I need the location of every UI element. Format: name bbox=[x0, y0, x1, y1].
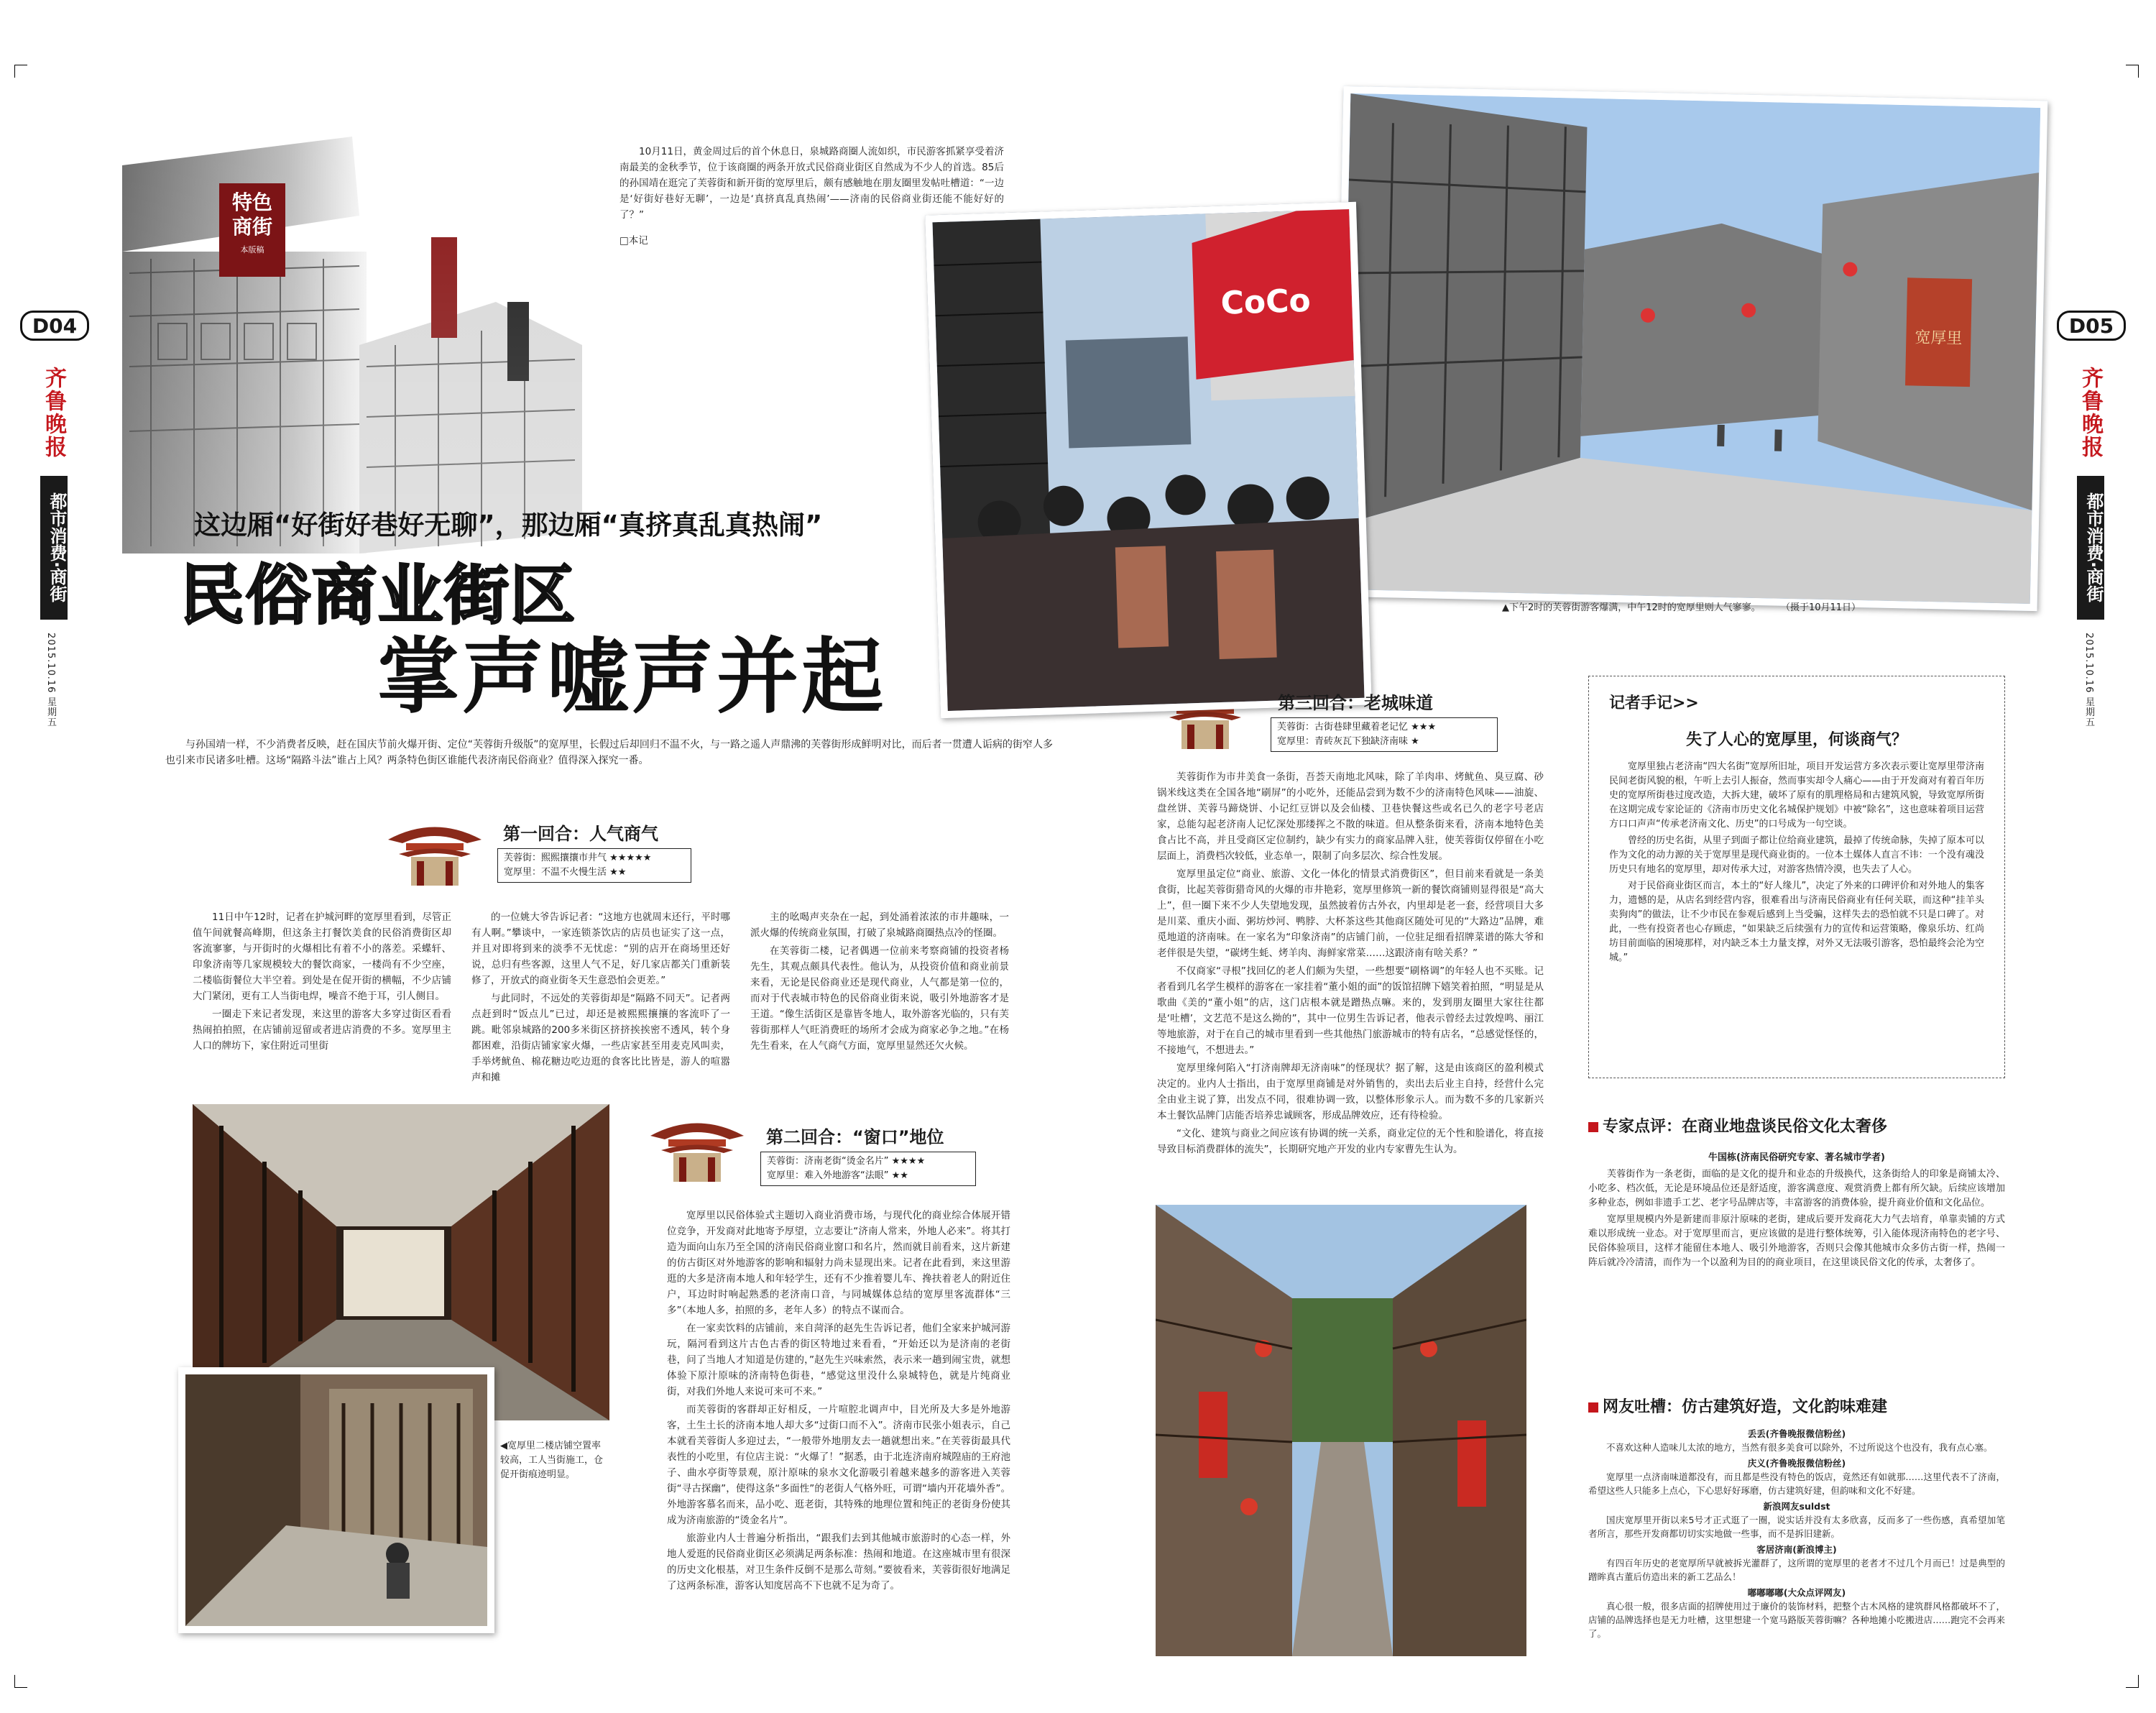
comment-text: 国庆宽厚里开街以来5号才正式逛了一圈，说实话并没有太多欣喜，反而多了一些伤感，真希望加笔者所言，那些开发商都切切实实地做一些事，而不是拆旧建新。 bbox=[1588, 1515, 2005, 1539]
comment-user: 丢丢(齐鲁晚报微信粉丝) bbox=[1747, 1428, 1846, 1439]
paragraph: 而芙蓉街的客群却正好相反，一片喧腔北调声中，目光所及大多是外地游客，土生土长的济南本地人却大多“过街口而不入”。济南市民张小姐表示，自己本就看芙蓉街人多迎过去，“一般带外地朋友去一趟就想出来。”在芙蓉街最具代表性的小吃里，有位店主说：“火爆了！”据悉，由于北连济南府城隍庙的王府池子、曲水亭街等景观，原汁原味的泉水文化游吸引着越来越多的游客进入芙蓉街“寻古探幽”，使得这条“多面性”的老街人气格外旺，可谓“墙内开花墙外香”。外地游客慕名而来，品小吃、逛老街，其特殊的地理位置和纯正的老街身份使其成为济南旅游的“烫金名片”。 bbox=[667, 1404, 1010, 1526]
paragraph: 宽厚里独占老济南“四大名街”宽厚所旧址，项目开发运营方多次表示要让宽厚里带济南民间老街风貌的根，午听上去引人振奋，然而事实却令人痛心——由于开发商对有着百年历史的宽厚所街巷过度改造，大拆大建，破坏了原有的肌理格局和古建筑风貌，导致宽厚所街在这期完成专家论证的《济南市历史文化名城保护规划》中被“除名”，这也意味着项目运营方口口声声“传承老济南文化、历史”的口号成为一句空谈。 bbox=[1609, 761, 1984, 830]
photo-caption-top-text: ▲下午2时的芙蓉街游客爆满，中午12时的宽厚里则人气寥寥。 bbox=[1502, 602, 1761, 613]
comment-text: 不喜欢这种人造味儿太浓的地方，当然有很多美食可以除外，不过所说这个也没有，我有点心塞。 bbox=[1606, 1442, 1993, 1453]
intro-paragraph bbox=[165, 737, 1053, 771]
red-square-icon bbox=[1588, 1122, 1598, 1132]
photo-caption-left: ◀宽厚里二楼店铺空置率较高，工人当街施工，仓促开街痕迹明显。 bbox=[500, 1441, 604, 1480]
comment-user: 嘟嘟嘟嘟(大众点评网友) bbox=[1747, 1587, 1846, 1598]
badge-sub: 本版稿 bbox=[240, 245, 264, 254]
round2-rating-1: 芙蓉街：济南老街“烫金名片” ★★★★ bbox=[767, 1156, 926, 1167]
paragraph: 与此同时，不远处的芙蓉街却是“隔路不同天”。记者两点赶到时“饭点儿”已过，却还是被熙熙攘攘的客流吓了一跳。毗邻泉城路的200多米街区挤挤挨挨密不透风，转个身都困难，沿街店铺家家火爆，一些店家甚至用麦克风叫卖，手举烤鱿鱼、棉花糖边吃边逛的食客比比皆是，游人的喧嚣声和摊 bbox=[471, 993, 730, 1083]
round1-ratings bbox=[497, 848, 691, 883]
badge-line2: 商街 bbox=[231, 215, 272, 239]
notes-title: 记者手记>> bbox=[1609, 694, 1699, 712]
paragraph: 对于民俗商业街区而言，本土的“好人缘儿”，决定了外来的口碑评价和对外地人的集客力，遗憾的是，从店名到经营内容，很难看出与济南民俗商业有任何关联，而这种“挂羊头卖狗肉”的做法，让不少市民在参观后感到上当受骗，这样失去的恐怕就不只是口碑了。对此，一些有投资者也心存顾虑，“如果缺乏后续强有力的宣传和运营策略，像泉乐坊、红尚坊目前面临的困境那样，对内缺乏本土力量支撑，对外又无法吸引游客，恐怕最终会沦为空城。” bbox=[1609, 881, 1984, 963]
crop-mark bbox=[2126, 65, 2139, 78]
expert-title: 专家点评：在商业地盘谈民俗文化太奢侈 bbox=[1603, 1118, 1888, 1136]
badge-line1: 特色 bbox=[231, 190, 272, 214]
round2-ratings bbox=[760, 1152, 976, 1186]
round3-rating-1: 芙蓉街：古街巷肆里藏着老记忆 ★★★ bbox=[1277, 722, 1437, 732]
photo-kuanhouli-street bbox=[1333, 86, 2048, 611]
paper-name: 齐鲁晚报 bbox=[41, 367, 66, 459]
pavilion-icon bbox=[643, 1107, 751, 1186]
paragraph: 芙蓉街作为一条老街，面临的是文化的提升和业态的升级换代，这条街给人的印象是商铺太冷、小吃多、档次低，无论是环境品位还是舒适度，游客满意度、观赏消费上都有所欠缺。后续应该增加多种业态，例如非遗手工艺、老字号品牌店等，丰富游客的消费体验，提升商业价值和文化品位。 bbox=[1588, 1169, 2005, 1208]
crop-mark bbox=[2126, 1675, 2139, 1688]
headline-main-1: 民俗商业街区 bbox=[180, 558, 576, 633]
netizen-comments bbox=[1588, 1395, 2005, 1643]
round3-title: 第三回合：老城味道 bbox=[1278, 693, 1433, 713]
headline-main-2: 掌声嘘声并起 bbox=[377, 629, 887, 725]
crop-mark bbox=[14, 1675, 27, 1688]
reporter-notes-box bbox=[1588, 676, 2005, 1078]
paragraph: 芙蓉街作为市井美食一条街，吾荟天南地北风味，除了羊肉串、烤鱿鱼、臭豆腐、砂锅米线这类在全国各地“刷屏”的小吃外，还能品尝到为数不少的济南特色风味——油旋、盘丝饼、芙蓉马蹄烧饼、小记红豆饼以及会仙楼、卫巷快餐这些或名已久的老字号老店家，总能勾起老济南人记忆深处那缕挥之不散的味道。但从整条街来看，济南本地特色美食占比不高，并且受商区定位制约，缺少有实力的商家品牌入驻，使芙蓉街仅停留在小吃层面上，消费档次较低，业态单一，限制了向多层次、综合性发展。 bbox=[1157, 771, 1544, 862]
paragraph: 一圈走下来记者发现，来这里的游客大多穿过街区看看热闹拍拍照，在店铺前逗留或者进店消费的不多。宽厚里主人口的牌坊下，家住附近司里街 bbox=[193, 1009, 451, 1052]
pavilion-icon bbox=[381, 811, 489, 890]
paragraph: 曾经的历史名街，从里子到面子都让位给商业建筑，最掉了传统命脉，失掉了原本可以作为文化的动力源的关于宽厚里是现代商业街的。一位本土媒体人直言不讳：一个没有魂没历史只有地名的宽厚里，却对传承大过，对游客热情冷漠，也失去了人心。 bbox=[1609, 835, 1984, 875]
red-square-icon bbox=[1588, 1402, 1598, 1413]
round1-rating-1: 芙蓉街：熙熙攘攘市井气 ★★★★★ bbox=[504, 853, 652, 863]
issue-date-left: 2015.10.16 星期五 bbox=[45, 633, 56, 727]
paper-name: 齐鲁晚报 bbox=[2078, 367, 2103, 459]
round3-rating-2: 宽厚里：青砖灰瓦下独缺济南味 ★ bbox=[1277, 736, 1419, 747]
paragraph: 在一家卖饮料的店铺前，来自菏泽的赵先生告诉记者，他们全家来护城河游玩，隔河看到这片古色古香的街区特地过来看看，“开始还以为是济南的老街巷，问了当地人才知道是仿建的，”赵先生兴味索然，表示来一趟到闹宝贵，就想体验下原汁原味的济南特色街巷，“感觉这里没什么泉城特色，就是片纯商业街，对我们外地人来说可来可不来。” bbox=[667, 1323, 1010, 1397]
headline-kicker: 这边厢“好街好巷好无聊”，那边厢“真挤真乱真热闹” bbox=[194, 510, 823, 541]
comment-text: 真心很一般，很多店面的招牌使用过于廉价的装饰材料，把整个古木风格的建筑群风格都破坏不了，店铺的品牌选择也是无力吐槽，这里想建一个宽马路版芙蓉街嘛？各种地摊小吃搬进店……跑完不会再来了。 bbox=[1588, 1601, 2005, 1639]
page-number-left: D04 bbox=[20, 311, 89, 341]
photo-caption-top bbox=[1502, 601, 1962, 615]
paragraph: 主的吆喝声夹杂在一起，到处涌着浓浓的市井趣味，一派火爆的传统商业氛围，打破了泉城路商圈热点冷的怪圈。 bbox=[750, 911, 1009, 939]
comment-user: 客居济南(新浪博主) bbox=[1756, 1544, 1837, 1555]
shop-sign-text: CoCo bbox=[1220, 282, 1312, 322]
round2-body bbox=[667, 1208, 1010, 1596]
section-label-right: 都市消费·商街 bbox=[2077, 476, 2104, 620]
photo-alley-overview bbox=[1156, 1205, 1526, 1656]
newspaper-logo-left bbox=[40, 367, 69, 459]
round2-rating-2: 宽厚里：难入外地游客“法眼” ★★ bbox=[767, 1170, 908, 1181]
expert-author: 牛国栋(济南民俗研究专家、著名城市学者) bbox=[1708, 1152, 1885, 1163]
paragraph: 在芙蓉街二楼，记者偶遇一位前来考察商铺的投资者杨先生，其观点颇具代表性。他认为，从投资价值和商业前景来看，无论是民俗商业还是现代商业，人气都是第一位的，而对于代表城市特色的民俗商业街来说，吸引外地游客才是王道。“像生活街区是靠皆冬地人，取外游客光临的，只有芙蓉街那样人气旺消费旺的场所才会成为商家必争之地。”在杨先生看来，在人气商气方面，宽厚里显然还欠火候。 bbox=[750, 945, 1009, 1052]
comment-text: 宽厚里一点济南味道都没有，而且都是些没有特色的饭店，竟然还有如就那……这里代表不了济南，希望这些人只能多上点心，下心思好好琢磨，仿古建筑好建，但韵味和文化不好建。 bbox=[1588, 1471, 2005, 1496]
newspaper-logo-right bbox=[2077, 367, 2106, 459]
paragraph: 宽厚里虽定位“商业、旅游、文化一体化的情景式消费街区”，但目前来看就是一条美食街，比起芙蓉街猎奇风的火爆的市井艳彩，宽厚里修筑一新的餐饮商铺则显得很是“高大上”，但一圈下来不少人失望地发现，虽然披着仿古外衣，内里却是老一套，经营项目大多是川菜、重庆小面、粥坊炒河、鸭脖、大杯茶这些其他商区随处可见的“大路边”品牌，难觅地道的济南味。在一家名为“印象济南”的店铺门前，一位驻足细看招牌菜谱的陈大爷和老伴很是失望，“碳烤生蚝、烤羊肉、海鲜家常菜……这跟济南有啥关系？” bbox=[1157, 868, 1544, 959]
shop-sign-text: 宽厚里 bbox=[1915, 329, 1963, 348]
feature-badge bbox=[219, 183, 285, 277]
photo-date: （摄于10月11日） bbox=[1780, 602, 1861, 613]
section-label-left: 都市消费·商街 bbox=[40, 476, 68, 620]
round1-title: 第一回合：人气商气 bbox=[503, 824, 658, 844]
issue-date-right: 2015.10.16 星期五 bbox=[2083, 633, 2094, 727]
paragraph: 旅游业内人士普遍分析指出，“跟我们去到其他城市旅游时的心态一样，外地人爱逛的民俗商业街区必须满足两条标准：热闹和地道。在这座城市里有很深的历史文化根基，对卫生条件反倒不是那么苛刻。”要彼看来，芙蓉街很好地满足了这两条标准，游客认知度居高不下也就不足为奇了。 bbox=[667, 1533, 1010, 1592]
notes-heading: 失了人心的宽厚里，何谈商气？ bbox=[1685, 731, 1907, 749]
round1-rating-2: 宽厚里：不温不火慢生活 ★★ bbox=[504, 867, 627, 878]
paragraph: 的一位姚大爷告诉记者：“这地方也就周末还行，平时哪有人啊。”攀谈中，一家连锁茶饮店的店员也证实了这一点，并且对即将到来的淡季不无忧虑：“别的店开在商场里还好说，总归有些客源，这里人气不足，好几家店都关门重新装修了，开放式的商业街冬天生意恐怕会更差。” bbox=[471, 911, 730, 986]
paragraph: 宽厚里以民俗体验式主题切入商业消费市场，与现代化的商业综合体展开错位竞争，开发商对此地寄予厚望，立志要让“济南人常来，外地人必来”。将其打造为面向山东乃至全国的济南民俗商业窗口和名片，然而就目前看来，这片新建的仿古街区对外地游客的影响和辐射力尚未显现出来。记者在此看到，来这里游逛的大多是济南本地人和年轻学生，还有不少推着婴儿车、搀扶着老人的附近住户，耳边时时响起熟悉的老济南口音，与同城媒体总结的宽厚里客流群体“三多”（本地人多，拍照的多，老年人多）的特点不谋而合。 bbox=[667, 1210, 1010, 1316]
paragraph: 11日中午12时，记者在护城河畔的宽厚里看到，尽管正值午间就餐高峰期，但这条主打餐饮美食的民俗消费街区却客流寥寥，与开街时的火爆相比有着不小的落差。采蝶轩、印象济南等几家规模较大的餐饮商家，一楼尚有不少空座，二楼临街餐位大半空着。到处是在促开街的横幅，不少店铺大门紧闭，更有工人当街电焊，噪音不绝于耳，引人侧目。 bbox=[193, 911, 451, 1002]
photo-construction-inset bbox=[178, 1367, 494, 1633]
paragraph: “文化、建筑与商业之间应该有协调的统一关系，商业定位的无个性和脸谱化，将直接导致目标消费群体的流失”，长期研究地产开发的业内专家曹先生认为。 bbox=[1157, 1128, 1544, 1155]
lead-text: 10月11日，黄金周过后的首个休息日，泉城路商圈人流如织，市民游客抓紧享受着济南最美的金秋季节，位于该商圈的两条开放式民俗商业街区自然成为不少人的首选。85后的孙国靖在逛完了芙蓉街和新开街的宽厚里后，颇有感触地在朋友圈里发帖吐槽道：“一边是‘好街好巷好无聊’，一边是‘真挤真乱真热闹’——济南的民俗商业街还能不能好好的了？” bbox=[619, 146, 1004, 221]
round3-body bbox=[1157, 769, 1544, 1159]
paragraph: 不仅商家“寻根”找回亿的老人们颇为失望，一些想要“刷格调”的年轻人也不买账。记者看到几名学生模样的游客在一家挂着“董小姐的面”的饭馆招牌下嬉笑着拍照，“明显是从歌曲《美的“董小姐”的店，这门店根本就是蹭热点嘛。来的，发到朋友圈里大家往往都是‘吐槽’，文艺范不是这么拗的”，其中一位男生告诉记者，他表示曾经去过敦煌鸣、丽江等地旅游，对于在自己的城市里看到一些其他热门旅游城市的特有店名，“总感觉怪怪的，不接地气，不想进去。” bbox=[1157, 965, 1544, 1056]
paragraph: 宽厚里缘何陷入“打济南牌却无济南味”的怪现状？据了解，这是由该商区的盈利模式决定的。业内人士指出，由于宽厚里商铺是对外销售的，卖出去后业主自持，经营什么完全由业主说了算，出发点不同，很难协调一致，以整体形象示人。而为数不多的几家新兴本土餐饮品牌门店能否培养忠诚顾客，形成品牌效应，还有待检验。 bbox=[1157, 1062, 1544, 1121]
round1-column-3 bbox=[750, 909, 1009, 1056]
crop-mark bbox=[14, 65, 27, 78]
page-number-right: D05 bbox=[2057, 311, 2126, 341]
byline: □本记 bbox=[619, 235, 648, 247]
paragraph: 宽厚里规模内外是新建而非原汁原味的老街，建成后要开发商花大力气去培育，单靠卖铺的方式难以形成统一业态。对于宽厚里而言，更应该做的是进行整体统筹，引入能体现济南特色的老字号、民俗体验项目，这样才能留住本地人、吸引外地游客，否则只会像其他城市众多仿古街一样，热闹一阵后就冷冷清清，而作为一个以盈利为目的的商业项目，在这里谈民俗文化的传承，太奢侈了。 bbox=[1588, 1214, 2005, 1268]
comment-text: 有四百年历史的老宽厚所早就被拆光灌群了，这所谓的宽厚里的老者才不过几个月而已！过是典型的蹭眸真古董后仿造出来的新工艺品么！ bbox=[1588, 1558, 2005, 1582]
photo-furong-street-crowd bbox=[925, 202, 1372, 719]
round3-ratings bbox=[1271, 717, 1498, 752]
comment-user: 庆义(齐鲁晚报微信粉丝) bbox=[1747, 1458, 1846, 1469]
expert-comment bbox=[1588, 1114, 2005, 1272]
round2-title: 第二回合：“窗口”地位 bbox=[766, 1127, 944, 1147]
round1-column-1 bbox=[193, 909, 451, 1056]
round1-column-2 bbox=[471, 909, 730, 1088]
intro-text: 与孙国靖一样，不少消费者反映，赶在国庆节前火爆开街、定位“芙蓉街升级版”的宽厚里，长假过后却回归不温不火，与一路之遥人声鼎沸的芙蓉街形成鲜明对比，而后者一贯遭人诟病的街窄人多也引来市民诸多吐槽。这场“隔路斗法”谁占上风？两条特色街区谁能代表济南民俗商业？值得深入探究一番。 bbox=[165, 739, 1053, 766]
comment-user: 新浪网友suldst bbox=[1763, 1501, 1830, 1512]
netizen-title: 网友吐槽：仿古建筑好造，文化韵味难建 bbox=[1603, 1398, 1888, 1416]
